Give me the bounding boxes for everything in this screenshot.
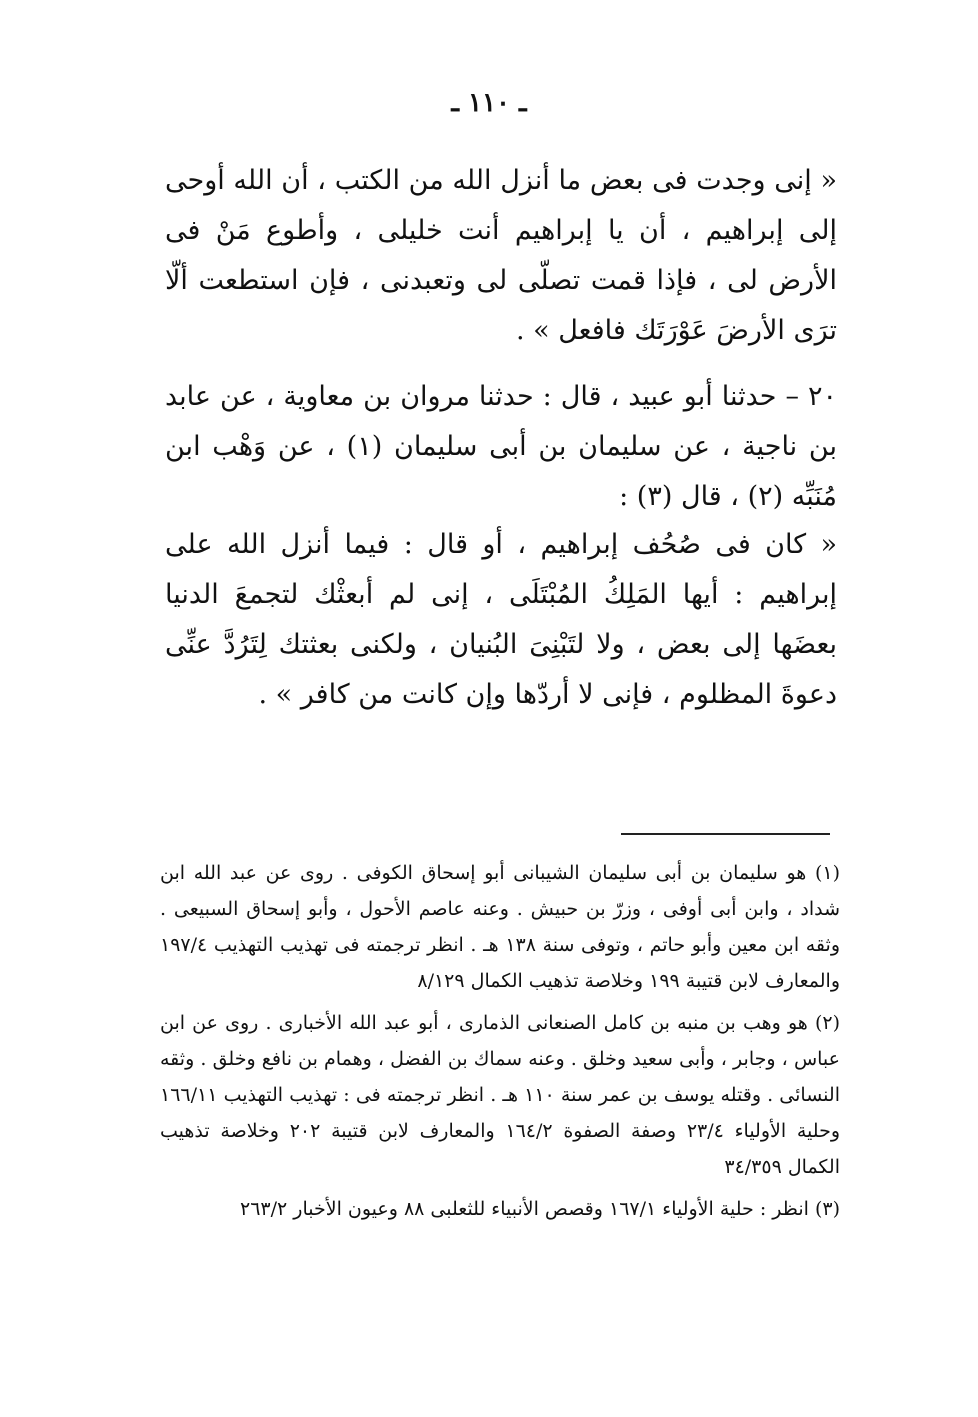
footnote-divider <box>621 833 830 835</box>
hadith-chain-paragraph: ٢٠ – حدثنا أبو عبيد ، قال : حدثنا مروان بن معاوية ، عن عابد بن ناجية ، عن سليمان بن أبى سليمان (١) ، عن وَهْب ابن مُنَبِّه (٢) ، قال (٣) : <box>165 381 837 512</box>
footnote-1: (١) هو سليمان بن أبى سليمان الشيبانى أبو إسحاق الكوفى . روى عن عبد الله ابن شداد ، وابن أبى أوفى ، وزرّ بن حبيش . وعنه عاصم الأحول ، وأبو إسحاق السبيعى . وثقه ابن معين وأبو حاتم ، وتوفى سنة ١٣٨ هـ . انظر ترجمته فى تهذيب التهذيب ١٩٧/٤ والمعارف لابن قتيبة ١٩٩ وخلاصة تذهيب الكمال ٨/١٢٩ <box>160 862 840 992</box>
page-number: ـ ١١٠ ـ <box>451 88 527 118</box>
footnotes-section <box>160 855 840 1233</box>
footnote-2: (٢) هو وهب بن منبه بن كامل الصنعانى الذمارى ، أبو عبد الله الأخبارى . روى عن ابن عباس ، وجابر ، وأبى سعيد وخلق . وعنه سماك بن الفضل ، وهمام بن نافع وخلق . وثقه النسائى . وقتله يوسف بن عمر سنة ١١٠ هـ . انظر ترجمته فى : تهذيب التهذيب ١٦٦/١١ وحلية الأولياء ٢٣/٤ وصفة الصفوة ١٦٤/٢ والمعارف لابن قتيبة ٢٠٢ وخلاصة تذهيب الكمال ٣٤/٣٥٩ <box>160 1012 841 1178</box>
footnote-3: (٣) انظر : حلية الأولياء ١٦٧/١ وقصص الأنبياء للثعلبى ٨٨ وعيون الأخبار ٢٦٣/٢ <box>240 1198 840 1220</box>
quote-paragraph-1: « إنى وجدت فى بعض ما أنزل الله من الكتب ، أن الله أوحى إلى إبراهيم ، أن يا إبراهيم أنت خليلى ، وأطوع مَنْ فى الأرض لى ، فإذا قمت تصلّى لى وتعبدنى ، فإن استطعت ألّا ترَى الأرضَ عَوْرَتَك فافعل » . <box>165 165 837 346</box>
quote-paragraph-2: « كان فى صُحُف إبراهيم ، أو قال : فيما أنزل الله على إبراهيم : أيها المَلِكُ المُبْتَلَى ، إنى لم أبعثْك لتجمعَ الدنيا بعضَها إلى بعض ، ولا لتَبْنِىَ البُنيان ، ولكنى بعثتك لِتَرُدَّ عنِّى دعوةَ المظلوم ، فإنى لا أردّها وإن كانت من كافر » . <box>165 529 837 710</box>
